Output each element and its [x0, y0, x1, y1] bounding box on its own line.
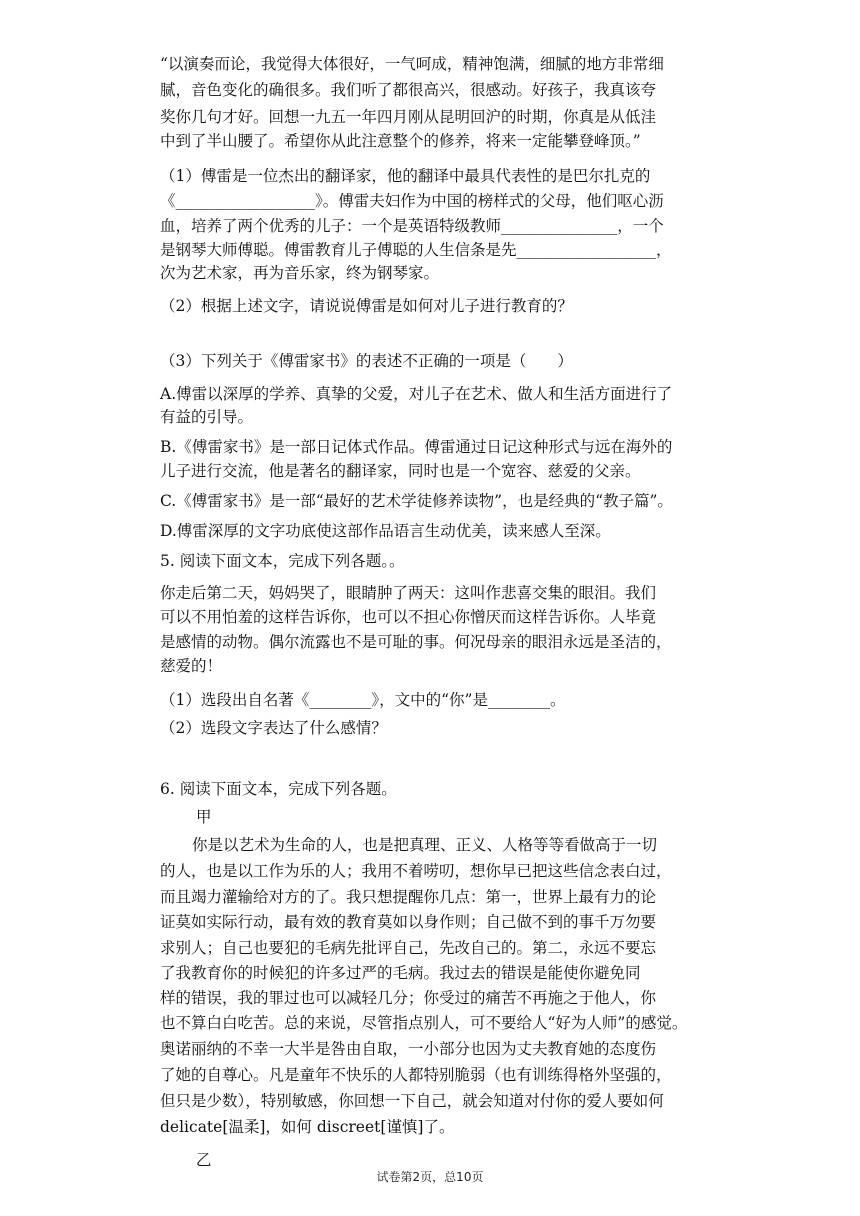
- text-line: （3）下列关于《傅雷家书》的表述不正确的一项是（ ）: [160, 352, 573, 370]
- text-line: 求别人；自己也要犯的毛病先批评自己，先改自己的。第二，永远不要忘: [160, 939, 657, 957]
- text-line: 中到了半山腰了。希望你从此注意整个的修养，将来一定能攀登峰顶。”: [160, 132, 641, 150]
- text-line: B.《傅雷家书》是一部日记体式作品。傅雷通过日记这种形式与远在海外的: [160, 438, 673, 456]
- text-line: 的人，也是以工作为乐的人；我用不着唠叨，想你早已把这些信念表白过，: [160, 862, 672, 880]
- page-footer: 试卷第2页，总10页: [376, 1170, 484, 1184]
- text-line: 次为艺术家，再为音乐家，终为钢琴家。: [160, 264, 440, 282]
- text-line: 儿子进行交流，他是著名的翻译家，同时也是一个宽容、慈爱的父亲。: [160, 462, 641, 480]
- text-line: 腻，音色变化的确很多。我们听了都很高兴，很感动。好孩子，我真该夸: [160, 81, 657, 99]
- text-line: 了她的自尊心。凡是童年不快乐的人都特别脆弱（也有训练得格外坚强的，: [160, 1066, 672, 1084]
- text-line: 6. 阅读下面文本，完成下列各题。: [160, 780, 397, 798]
- text-line: A.傅雷以深厚的学养、真挚的父爱，对儿子在艺术、做人和生活方面进行了: [160, 385, 673, 403]
- text-line: 5. 阅读下面文本，完成下列各题。。: [160, 552, 405, 570]
- text-line: 可以不用怕羞的这样告诉你，也可以不担心你憎厌而这样告诉你。人毕竟: [160, 608, 657, 626]
- text-line: C.《傅雷家书》是一部“最好的艺术学徒修养读物”，也是经典的“教子篇”。: [160, 492, 673, 510]
- text-line: 证莫如实际行动，最有效的教育莫如以身作则；自己做不到的事千万勿要: [160, 913, 657, 931]
- text-line: 奥诺丽纳的不幸一大半是咎由自取，一小部分也因为丈夫教育她的态度伤: [160, 1040, 657, 1058]
- text-line: 血，培养了两个优秀的儿子：一个是英语特级教师_______________，一个: [160, 217, 664, 235]
- text-line: delicate[温柔]，如何 discreet[谨慎]了。: [160, 1118, 455, 1136]
- text-line: 有益的引导。: [160, 408, 254, 426]
- text-line: 慈爱的！: [160, 657, 223, 675]
- text-line: 是钢琴大师傅聪。傅雷教育儿子傅聪的人生信条是先__________________，: [160, 241, 672, 259]
- text-line: 你走后第二天，妈妈哭了，眼睛肿了两天：这叫作悲喜交集的眼泪。我们: [160, 584, 657, 602]
- text-line: 而且竭力灌输给对方的了。我只想提醒你几点：第一，世界上最有力的论: [160, 888, 657, 906]
- text-line: 但只是少数），特别敏感，你回想一下自己，就会知道对付你的爱人要如何: [160, 1092, 664, 1110]
- text-line: 样的错误，我的罪过也可以减轻几分；你受过的痛苦不再施之于他人，你: [160, 989, 657, 1007]
- text-line: （1）选段出自名著《________》，文中的“你”是________。: [160, 691, 566, 709]
- text-line: 了我教育你的时候犯的许多过严的毛病。我过去的错误是能使你避免同: [160, 964, 641, 982]
- text-line: 奖你几句才好。回想一九五一年四月刚从昆明回沪的时期，你真是从低洼: [160, 108, 657, 126]
- text-line: 《__________________》。傅雷夫妇作为中国的榜样式的父母，他们呕心沥: [160, 192, 664, 210]
- text-line: 甲: [196, 808, 212, 826]
- text-line: （1）傅雷是一位杰出的翻译家，他的翻译中最具代表性的是巴尔扎克的: [160, 167, 651, 185]
- text-line: 你是以艺术为生命的人，也是把真理、正义、人格等等看做高于一切: [192, 836, 658, 854]
- text-line: 是感情的动物。偶尔流露也不是可耻的事。何况母亲的眼泪永远是圣洁的，: [160, 633, 672, 651]
- text-line: 乙: [196, 1151, 212, 1169]
- text-line: “以演奏而论，我觉得大体很好，一气呵成，精神饱满，细腻的地方非常细: [160, 55, 664, 73]
- text-line: 也不算白白吃苦。总的来说，尽管指点别人，可不要给人“好为人师”的感觉。: [160, 1014, 688, 1032]
- text-line: （2）选段文字表达了什么感情？: [160, 719, 387, 737]
- text-line: D.傅雷深厚的文字功底使这部作品语言生动优美，读来感人至深。: [160, 522, 611, 540]
- text-line: （2）根据上述文字，请说说傅雷是如何对儿子进行教育的？: [160, 297, 573, 315]
